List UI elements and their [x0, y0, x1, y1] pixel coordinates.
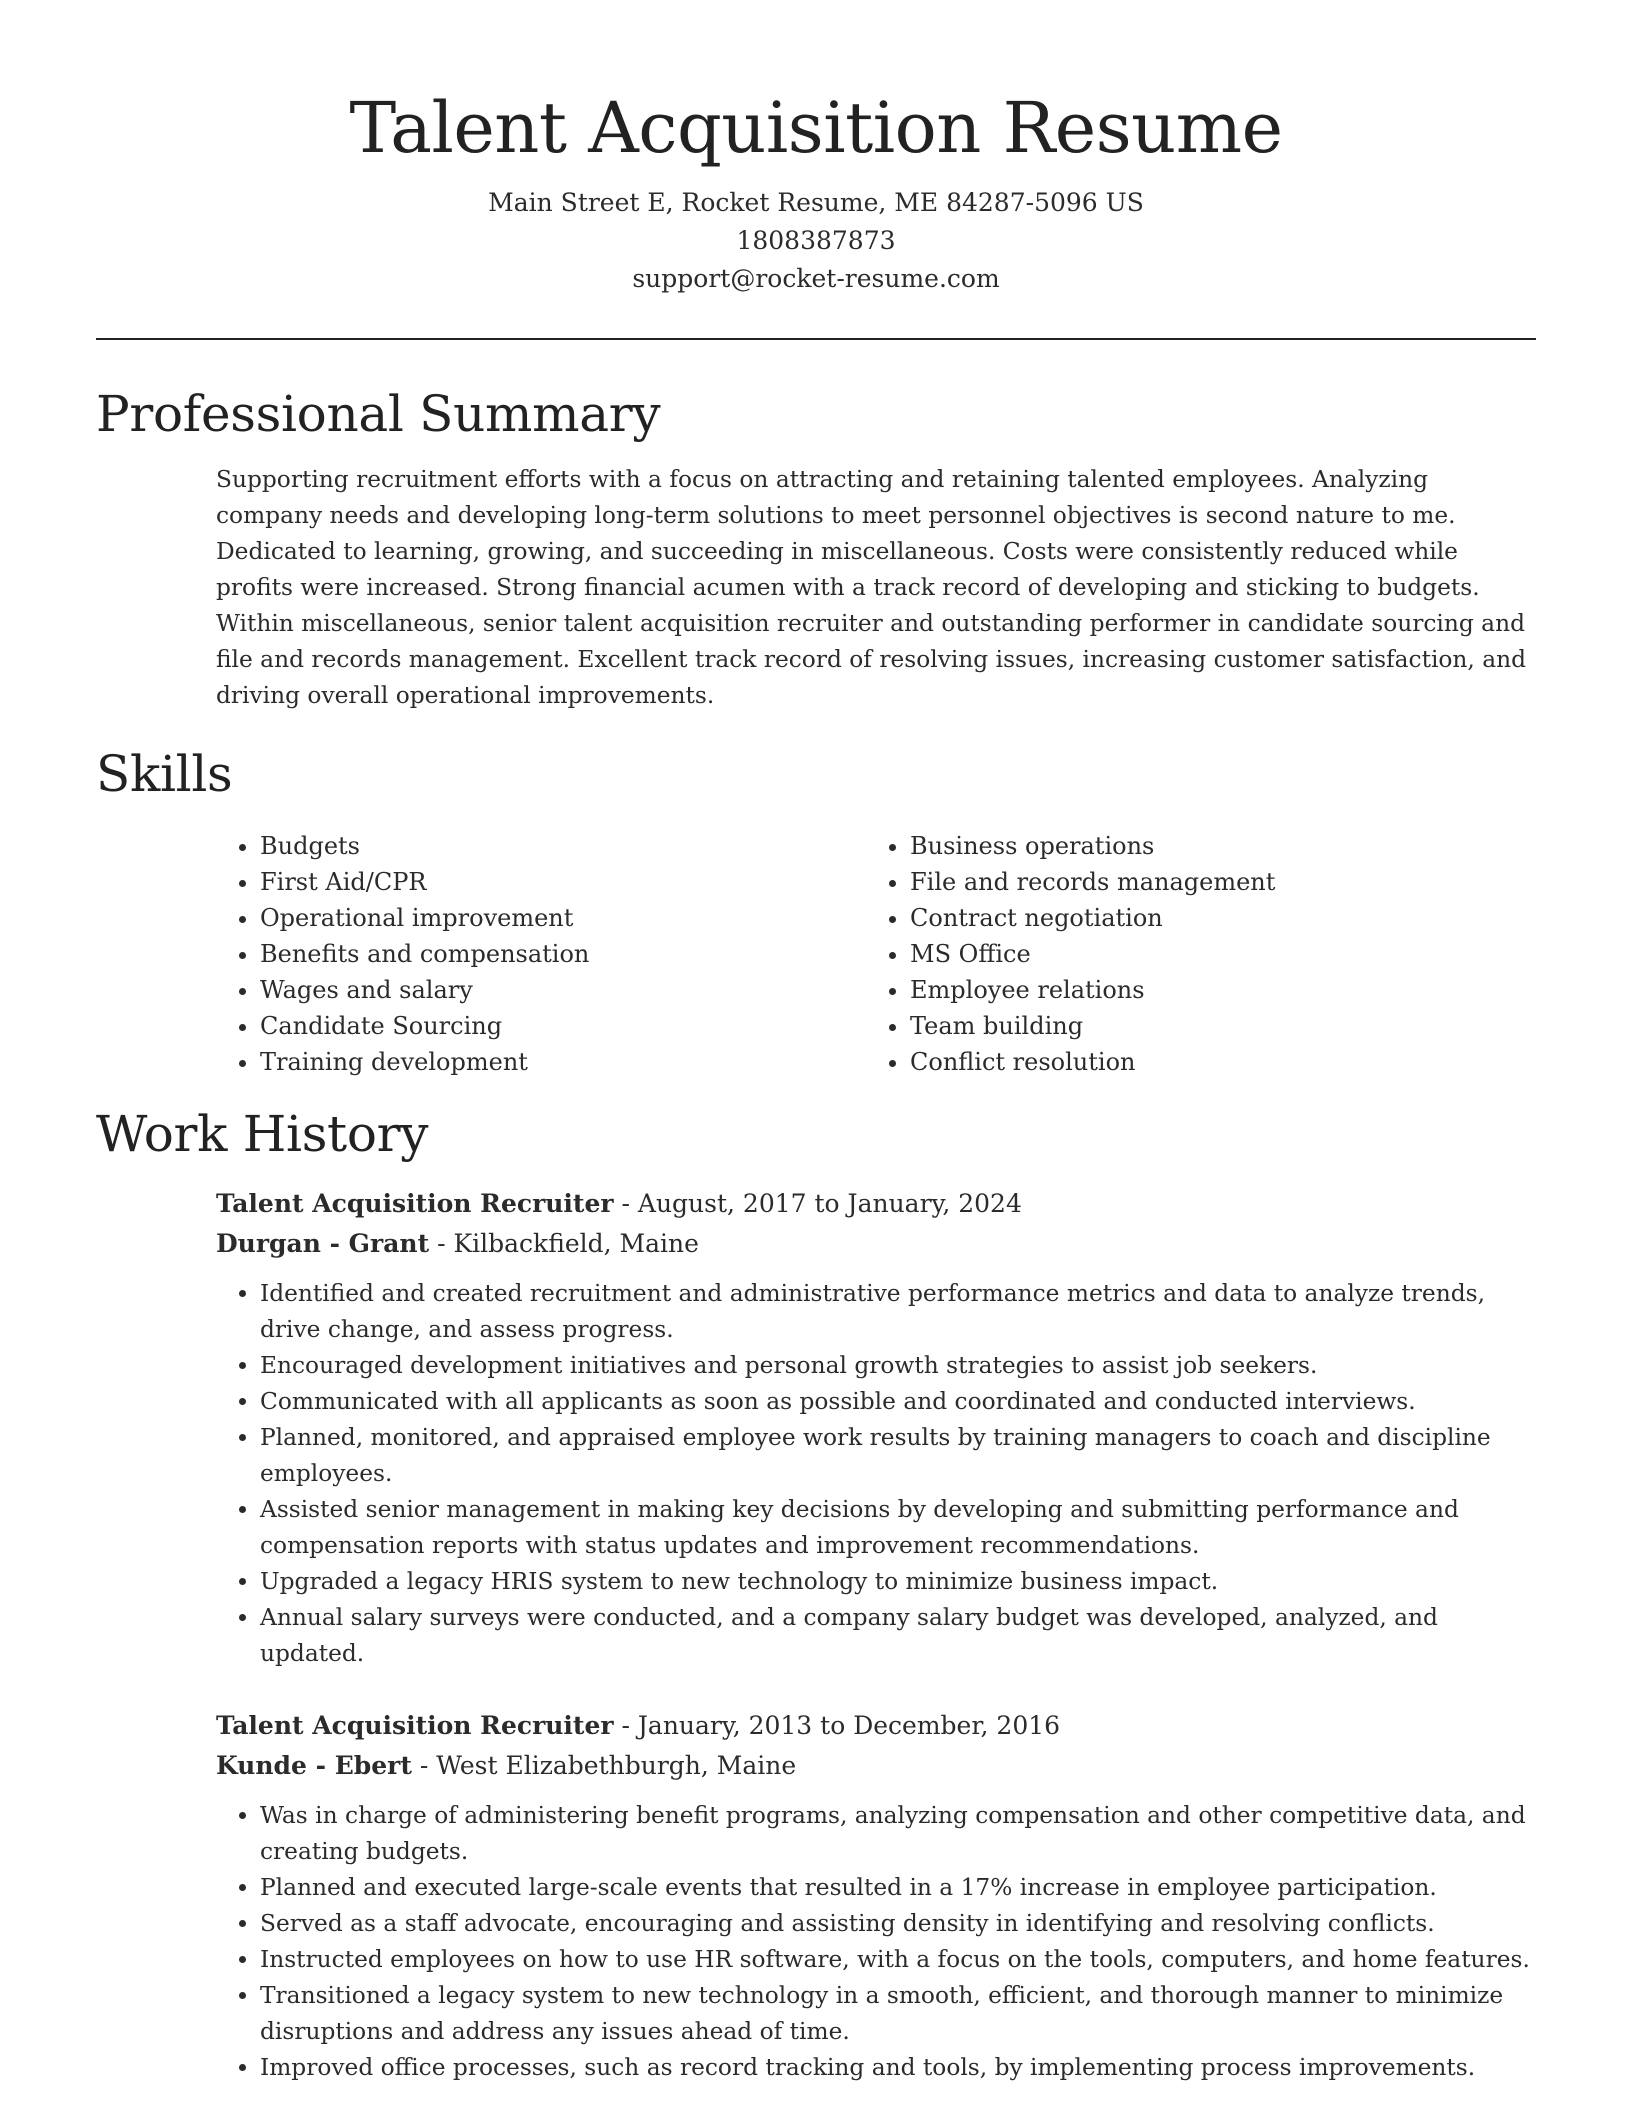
job-dates: - January, 2013 to December, 2016 — [613, 1711, 1061, 1740]
contact-phone: 1808387873 — [736, 226, 896, 255]
skill-item: • Employee relations — [910, 972, 1516, 1008]
job-bullet: • Assisted senior management in making key decisions by developing and submitting performance and compensation reports with status updates and improvement recommendations. — [260, 1492, 1536, 1564]
job-bullet: • Communicated with all applicants as soon as possible and coordinated and conducted interviews. — [260, 1384, 1536, 1420]
resume-title: Talent Acquisition Resume — [349, 87, 1283, 169]
skill-item: • Benefits and compensation — [260, 936, 866, 972]
job-bullet: • Transitioned a legacy system to new technology in a smooth, efficient, and thorough manner to minimize disruptions and address any issues ahead of time. — [260, 1978, 1536, 2050]
skill-item: • Team building — [910, 1008, 1516, 1044]
skill-item: • Operational improvement — [260, 900, 866, 936]
skills-column-left — [216, 828, 866, 1080]
job-bullet: • Served as a staff advocate, encouraging and assisting density in identifying and resolving conflicts. — [260, 1906, 1536, 1942]
skills-heading: Skills — [96, 745, 233, 803]
skill-item: • Conflict resolution — [910, 1044, 1516, 1080]
job-title-line — [216, 1184, 1536, 1224]
job-location: - West Elizabethburgh, Maine — [411, 1751, 797, 1780]
skill-item: • Training development — [260, 1044, 866, 1080]
job-bullet-list — [216, 1798, 1536, 2086]
job-entry — [216, 1706, 1536, 2086]
job-bullet-list — [216, 1276, 1536, 1672]
job-title: Talent Acquisition Recruiter — [216, 1189, 614, 1218]
job-location: - Kilbackfield, Maine — [429, 1229, 699, 1258]
job-bullet: • Planned and executed large-scale events that resulted in a 17% increase in employee participation. — [260, 1870, 1536, 1906]
job-company: Kunde - Ebert — [216, 1751, 412, 1780]
job-company-line — [216, 1224, 1536, 1264]
job-bullet: • Improved office processes, such as record tracking and tools, by implementing process improvements. — [260, 2050, 1536, 2086]
skill-item: • Candidate Sourcing — [260, 1008, 866, 1044]
contact-address: Main Street E, Rocket Resume, ME 84287-5096 US — [488, 188, 1144, 217]
job-dates: - August, 2017 to January, 2024 — [613, 1189, 1022, 1218]
job-bullet: • Annual salary surveys were conducted, and a company salary budget was developed, analyzed, and updated. — [260, 1600, 1536, 1672]
job-bullet: • Was in charge of administering benefit programs, analyzing compensation and other competitive data, and creating budgets. — [260, 1798, 1536, 1870]
summary-text: Supporting recruitment efforts with a focus on attracting and retaining talented employees. Analyzing company needs and developing long-term solutions to meet personnel objectives is second nature to me. Dedicated to learning, growing, and succeeding in miscellaneous. Costs were consistently reduced while profits were increased. Strong financial acumen with a track record of developing and sticking to budgets. Within miscellaneous, senior talent acquisition recruiter and outstanding performer in candidate sourcing and file and records management. Excellent track record of resolving issues, increasing customer satisfaction, and driving overall operational improvements. — [216, 466, 1527, 709]
skill-item: • Wages and salary — [260, 972, 866, 1008]
skill-item: • Business operations — [910, 828, 1516, 864]
job-company-line — [216, 1746, 1536, 1786]
job-entry — [216, 1184, 1536, 1672]
job-title: Talent Acquisition Recruiter — [216, 1711, 614, 1740]
skill-item: • MS Office — [910, 936, 1516, 972]
contact-email: support@rocket-resume.com — [632, 264, 1000, 293]
job-bullet: • Upgraded a legacy HRIS system to new technology to minimize business impact. — [260, 1564, 1536, 1600]
job-bullet: • Instructed employees on how to use HR software, with a focus on the tools, computers, and home features. — [260, 1942, 1536, 1978]
skill-item: • Budgets — [260, 828, 866, 864]
contact-block — [96, 184, 1536, 298]
skill-item: • File and records management — [910, 864, 1516, 900]
work-history-heading: Work History — [96, 1105, 429, 1163]
summary-heading: Professional Summary — [96, 385, 661, 443]
job-bullet: • Planned, monitored, and appraised employee work results by training managers to coach and discipline employees. — [260, 1420, 1536, 1492]
job-bullet: • Encouraged development initiatives and personal growth strategies to assist job seekers. — [260, 1348, 1536, 1384]
header-divider — [96, 338, 1536, 340]
resume-page — [96, 0, 1536, 2086]
skills-grid — [216, 828, 1536, 1080]
job-title-line — [216, 1706, 1536, 1746]
skill-item: • Contract negotiation — [910, 900, 1516, 936]
job-company: Durgan - Grant — [216, 1229, 430, 1258]
skill-item: • First Aid/CPR — [260, 864, 866, 900]
skills-column-right — [866, 828, 1516, 1080]
job-bullet: • Identified and created recruitment and administrative performance metrics and data to analyze trends, drive change, and assess progress. — [260, 1276, 1536, 1348]
